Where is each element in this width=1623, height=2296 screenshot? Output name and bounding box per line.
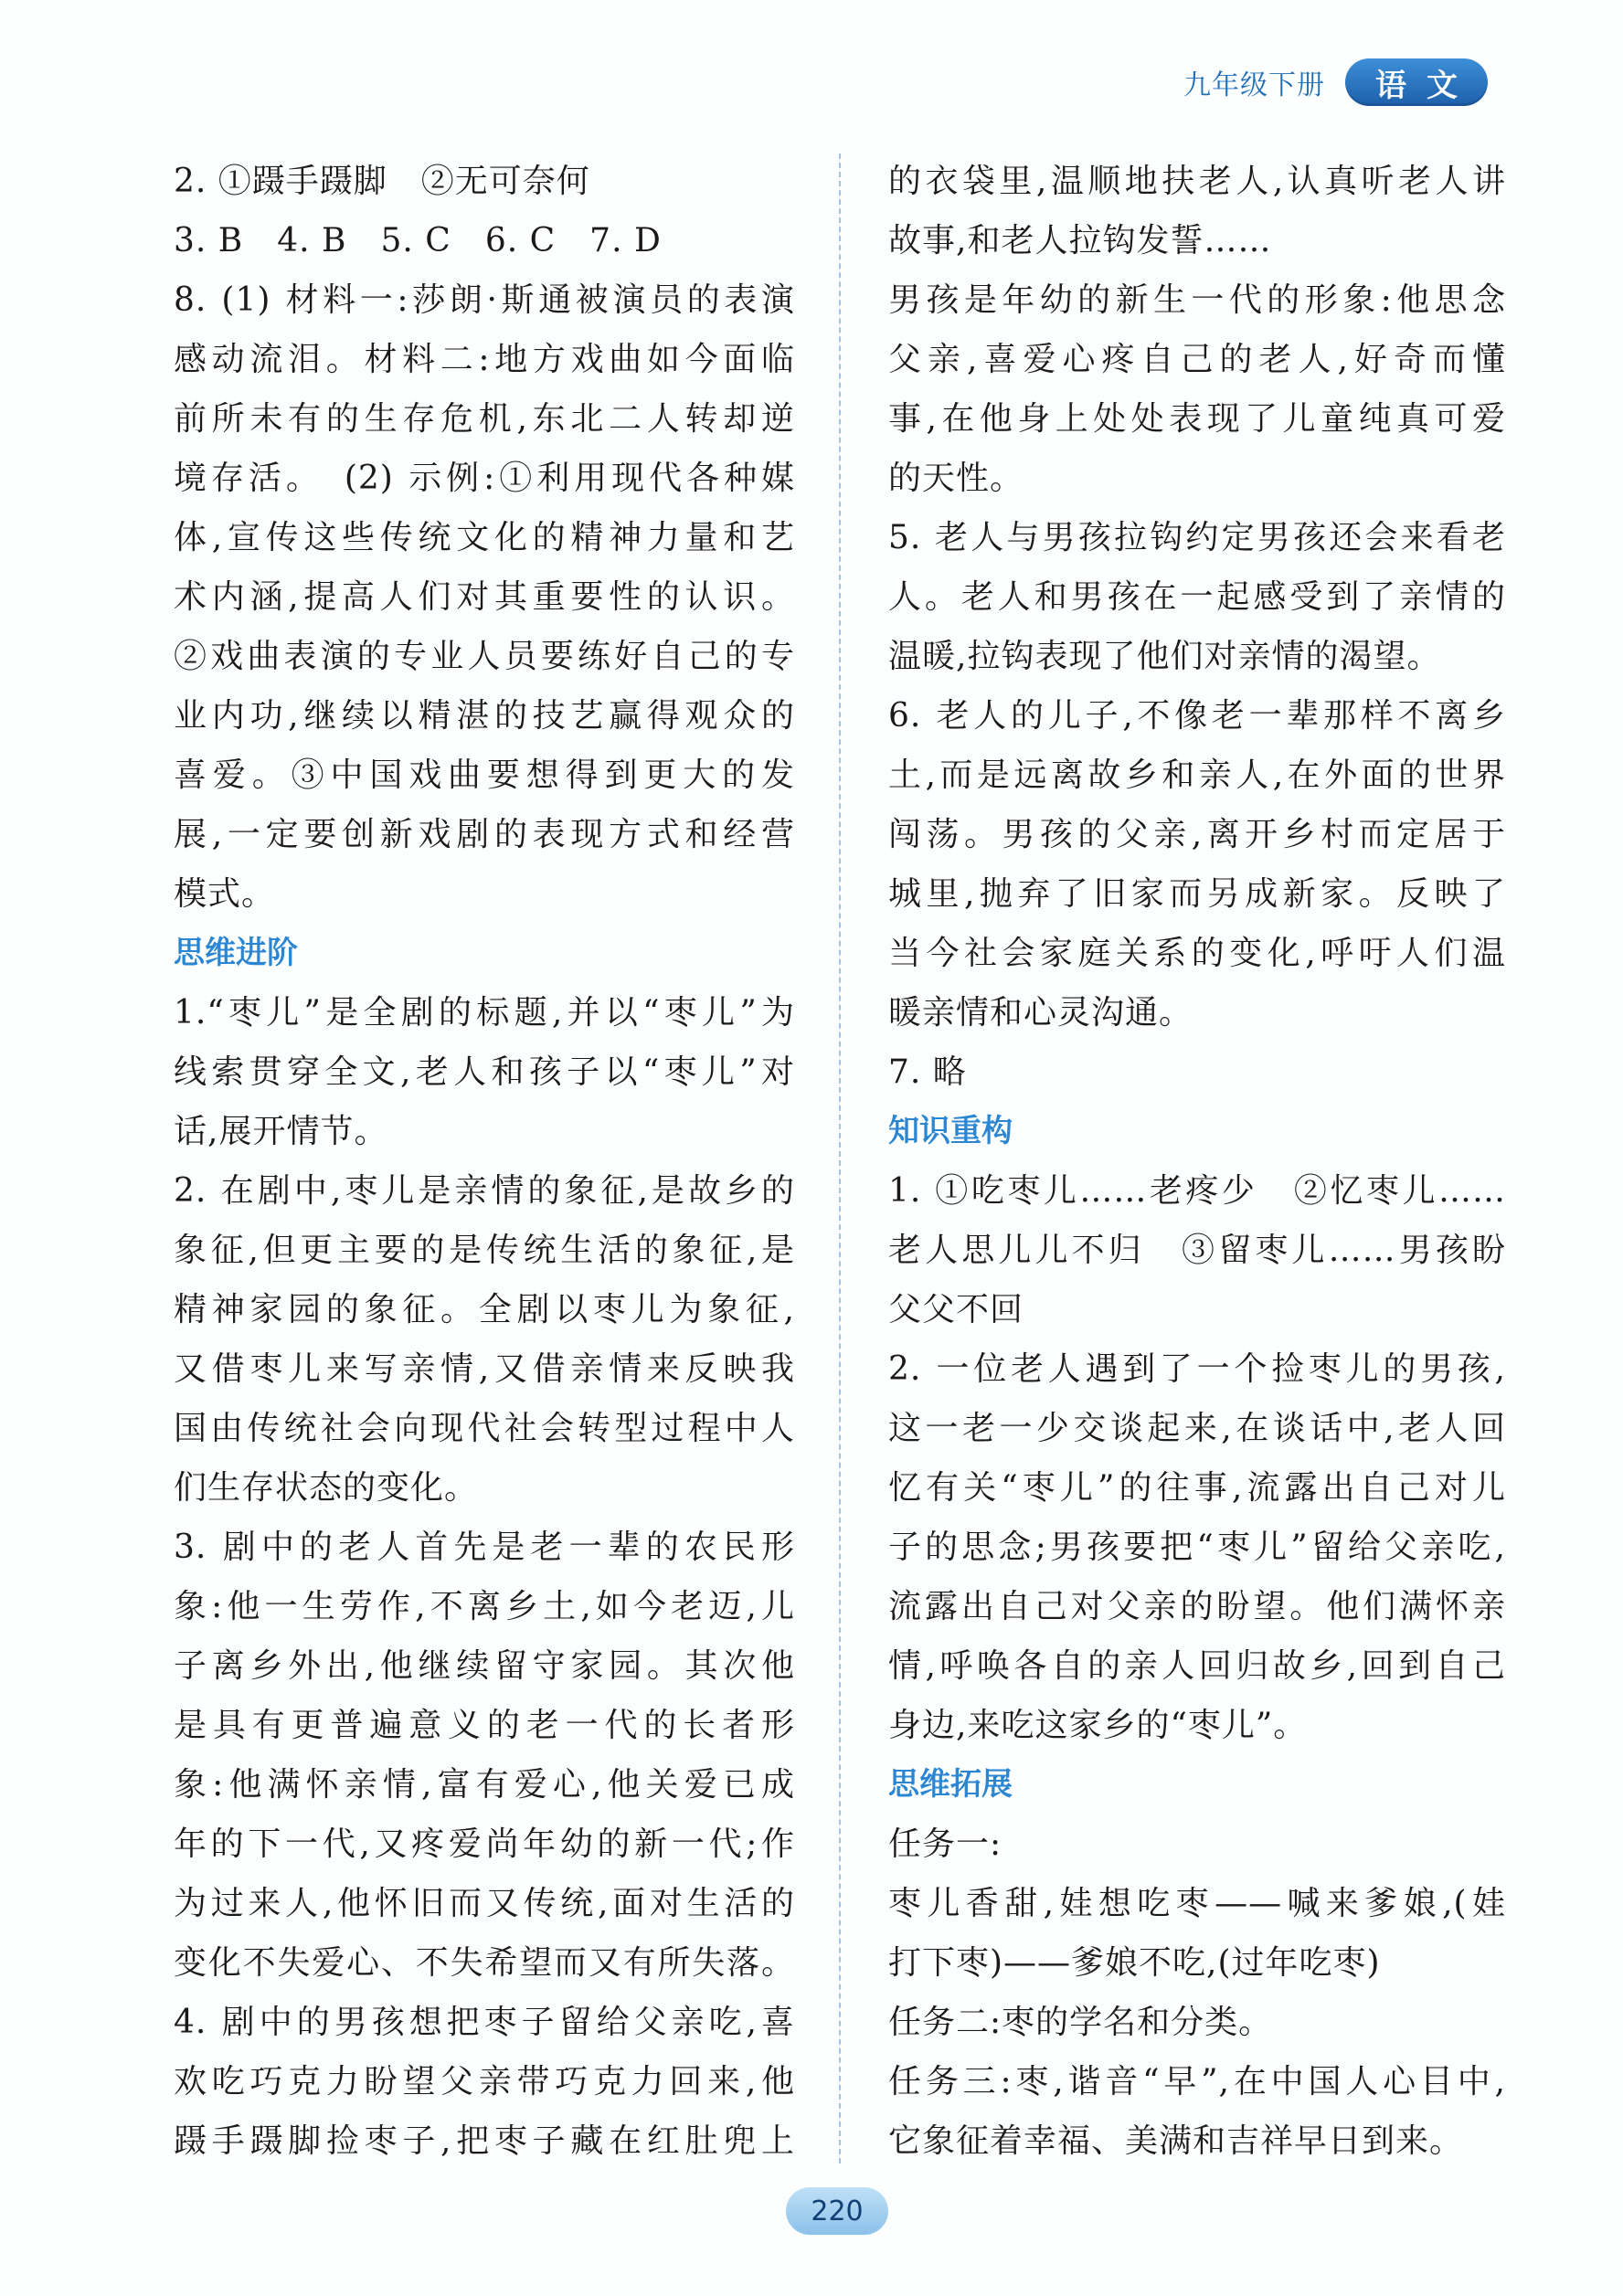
right-column: [888, 152, 1506, 2171]
text-line: 线索贯穿全文,老人和孩子以“枣儿”对: [174, 1053, 795, 1091]
text-line: 1. ①吃枣儿……老疼少 ②忆枣儿……: [888, 1172, 1506, 1210]
text-line: 打下枣)——爹娘不吃,(过年吃枣): [888, 1944, 1381, 1982]
text-line: 身边,来吃这家乡的“枣儿”。: [888, 1707, 1308, 1744]
text-line: 子离乡外出,他继续留守家园。其次他: [174, 1647, 795, 1685]
text-line: 闯荡。男孩的父亲,离开乡村而定居于: [888, 816, 1506, 853]
text-line: 情,呼唤各自的亲人回归故乡,回到自己: [888, 1647, 1506, 1685]
text-line: 象:他一生劳作,不离乡土,如今老迈,儿: [174, 1588, 795, 1625]
text-line: 展,一定要创新戏剧的表现方式和经营: [174, 816, 795, 853]
text-line: 土,而是远离故乡和亲人,在外面的世界: [888, 757, 1506, 794]
text-line: 这一老一少交谈起来,在谈话中,老人回: [888, 1410, 1506, 1447]
text-line: 老人思儿儿不归 ③留枣儿……男孩盼: [888, 1232, 1506, 1269]
text-line: 2. 一位老人遇到了一个捡枣儿的男孩,: [888, 1350, 1506, 1388]
text-line: 4. 剧中的男孩想把枣子留给父亲吃,喜: [174, 2004, 795, 2041]
text-line: 3. B 4. B 5. C 6. C 7. D: [174, 222, 662, 259]
text-line: 6. 老人的儿子,不像老一辈那样不离乡: [888, 697, 1506, 735]
text-line: 变化不失爱心、不失希望而又有所失落。: [174, 1944, 795, 1982]
text-line: 7. 略: [888, 1053, 967, 1091]
text-line: 年的下一代,又疼爱尚年幼的新一代;作: [174, 1825, 795, 1863]
text-line: 业内功,继续以精湛的技艺赢得观众的: [174, 697, 795, 735]
text-line: 象征,但更主要的是传统生活的象征,是: [174, 1232, 795, 1269]
text-line: 模式。: [174, 875, 276, 913]
text-line: 前所未有的生存危机,东北二人转却逆: [174, 400, 795, 438]
text-line: 流露出自己对父亲的盼望。他们满怀亲: [888, 1588, 1506, 1625]
text-line: ②戏曲表演的专业人员要练好自己的专: [174, 638, 795, 675]
text-line: 任务三:枣,谐音“早”,在中国人心目中,: [888, 2063, 1506, 2100]
section-heading: 思维拓展: [888, 1766, 1013, 1803]
text-line: 国由传统社会向现代社会转型过程中人: [174, 1410, 795, 1447]
text-line: 当今社会家庭关系的变化,呼吁人们温: [888, 935, 1506, 972]
text-line: 境存活。 (2) 示例:①利用现代各种媒: [174, 460, 795, 497]
text-line: 蹑手蹑脚捡枣子,把枣子藏在红肚兜上: [174, 2122, 795, 2160]
text-line: 2. ①蹑手蹑脚 ②无可奈何: [174, 163, 590, 200]
text-line: 5. 老人与男孩拉钩约定男孩还会来看老: [888, 519, 1506, 556]
text-line: 暖亲情和心灵沟通。: [888, 994, 1193, 1032]
text-line: 欢吃巧克力盼望父亲带巧克力回来,他: [174, 2063, 795, 2100]
column-divider: [839, 153, 841, 2164]
text-line: 术内涵,提高人们对其重要性的认识。: [174, 578, 795, 616]
text-line: 温暖,拉钩表现了他们对亲情的渴望。: [888, 638, 1441, 675]
text-line: 父亲,喜爱心疼自己的老人,好奇而懂: [888, 341, 1506, 378]
text-line: 为过来人,他怀旧而又传统,面对生活的: [174, 1885, 795, 1922]
text-line: 感动流泪。材料二:地方戏曲如今面临: [174, 341, 795, 378]
text-line: 2. 在剧中,枣儿是亲情的象征,是故乡的: [174, 1172, 795, 1210]
grade-label: 九年级下册: [1183, 69, 1325, 101]
text-line: 体,宣传这些传统文化的精神力量和艺: [174, 519, 795, 556]
text-line: 故事,和老人拉钩发誓……: [888, 222, 1272, 259]
text-line: 是具有更普遍意义的老一代的长者形: [174, 1707, 795, 1744]
text-line: 的天性。: [888, 460, 1024, 497]
text-line: 任务一:: [888, 1825, 1002, 1863]
text-line: 事,在他身上处处表现了儿童纯真可爱: [888, 400, 1506, 438]
section-heading: 知识重构: [888, 1113, 1013, 1149]
text-line: 的衣袋里,温顺地扶老人,认真听老人讲: [888, 163, 1506, 200]
text-line: 忆有关“枣儿”的往事,流露出自己对儿: [888, 1469, 1506, 1507]
left-column: [174, 152, 795, 2171]
text-line: 8. (1) 材料一:莎朗·斯通被演员的表演: [174, 281, 795, 319]
text-line: 3. 剧中的老人首先是老一辈的农民形: [174, 1529, 795, 1566]
text-line: 枣儿香甜,娃想吃枣——喊来爹娘,(娃: [888, 1885, 1506, 1922]
text-line: 又借枣儿来写亲情,又借亲情来反映我: [174, 1350, 795, 1388]
text-line: 子的思念;男孩要把“枣儿”留给父亲吃,: [888, 1529, 1506, 1566]
text-line: 1.“枣儿”是全剧的标题,并以“枣儿”为: [174, 994, 795, 1032]
text-line: 精神家园的象征。全剧以枣儿为象征,: [174, 1291, 795, 1328]
page-header: [1183, 58, 1488, 106]
subject-badge: 语文: [1345, 58, 1488, 106]
section-heading: 思维进阶: [174, 935, 298, 971]
text-line: 它象征着幸福、美满和吉祥早日到来。: [888, 2122, 1464, 2160]
text-line: 男孩是年幼的新生一代的形象:他思念: [888, 281, 1506, 319]
text-line: 父父不回: [888, 1291, 1024, 1328]
text-line: 话,展开情节。: [174, 1113, 388, 1150]
text-line: 人。老人和男孩在一起感受到了亲情的: [888, 578, 1506, 616]
text-line: 们生存状态的变化。: [174, 1469, 479, 1507]
text-line: 任务二:枣的学名和分类。: [888, 2004, 1273, 2041]
page-number: 220: [786, 2187, 888, 2235]
text-line: 象:他满怀亲情,富有爱心,他关爱已成: [174, 1766, 795, 1804]
text-line: 城里,抛弃了旧家而另成新家。反映了: [888, 875, 1506, 913]
text-line: 喜爱。③中国戏曲要想得到更大的发: [174, 757, 795, 794]
